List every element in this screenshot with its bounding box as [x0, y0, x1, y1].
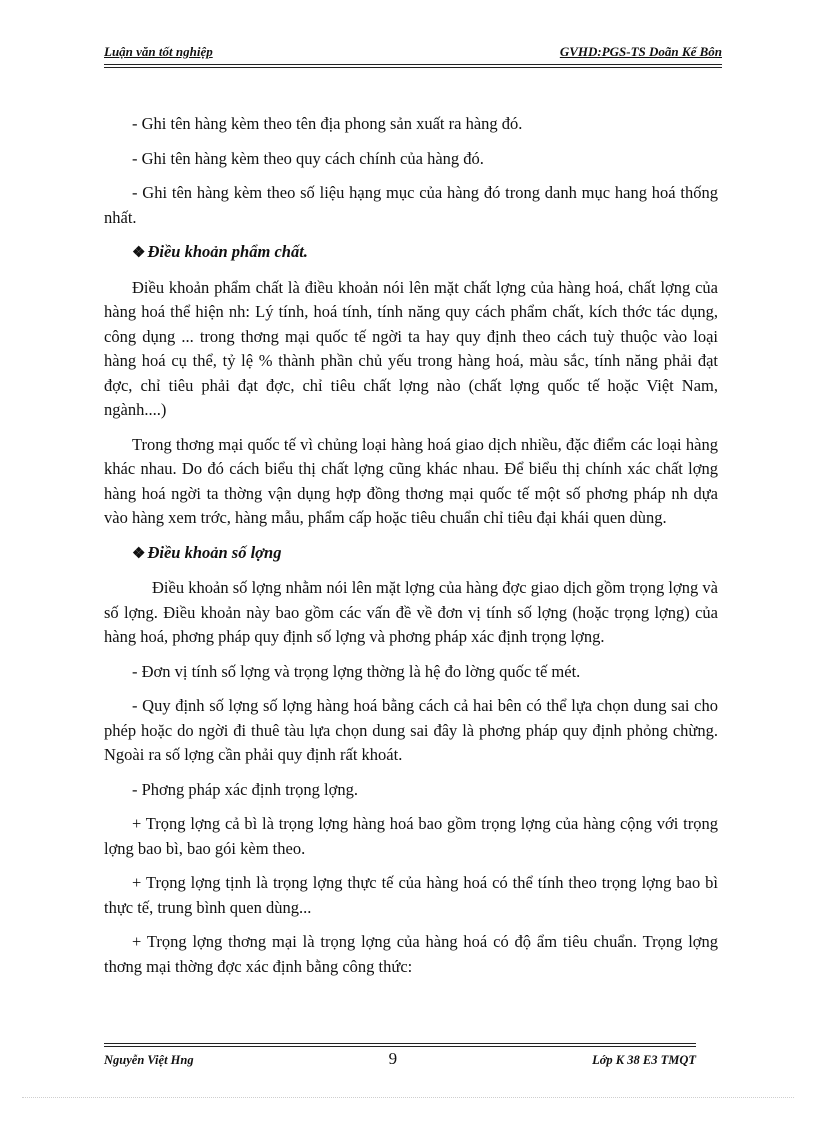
- bullet-item: - Đơn vị tính số lợng và trọng lợng thờng là hệ đo lờng quốc tế mét.: [132, 661, 581, 681]
- paragraph: Điều khoản số lợng nhằm nói lên mặt lợng của hàng đợc giao dịch gồm trọng lợng và số lợng. Điều khoản này bao gồm các vấn đề về đơn vị tính số lợng (hoặc trọng lợng) của hàng hoá, phơng pháp quy định số lợng và phơng pháp xác định trọng lợng.: [104, 578, 718, 646]
- section-heading-quality: [104, 240, 718, 266]
- page-header: [104, 44, 722, 65]
- bullet-item: - Ghi tên hàng kèm theo tên địa phong sản xuất ra hàng đó.: [132, 114, 523, 133]
- paragraph: + Trọng lợng thơng mại là trọng lợng của hàng hoá có độ ẩm tiêu chuẩn. Trọng lợng thơng mại thờng đợc xác định bằng công thức:: [104, 932, 718, 976]
- paragraph: Điều khoản phẩm chất là điều khoản nói lên mặt chất lợng của hàng hoá, chất lợng của hàng hoá thể hiện nh: Lý tính, hoá tính, tính năng quy cách phẩm chất, kích thớc tác dụng, công dụng ... trong thơng mại quốc tế ngời ta hay quy định theo cách tuỳ thuộc vào loại hàng hoá cụ thể, tỷ lệ % thành phần chủ yếu trong hàng hoá, màu sắc, tính năng phải đạt đợc, chỉ tiêu phải đạt đợc, chỉ tiêu chất lợng nào (chất lợng quốc tế hoặc Việt Nam, ngành....): [104, 277, 718, 419]
- bullet-item: - Phơng pháp xác định trọng lợng.: [132, 779, 358, 799]
- section-heading-text: Điều khoản phẩm chất.: [147, 242, 308, 261]
- paragraph: Trong thơng mại quốc tế vì chủng loại hàng hoá giao dịch nhiều, đặc điểm các loại hàng khác nhau. Do đó cách biểu thị chất lợng cũng khác nhau. Để biểu thị chính xác chất lợng hàng hoá ngời ta thờng vận dụng hợp đồng thơng mại quốc tế một số phơng pháp nh dựa vào hàng xem trớc, hàng mẫu, phẩm cấp hoặc tiêu chuẩn chỉ tiêu đại khái quen dùng.: [104, 434, 718, 527]
- page-body: [104, 112, 718, 989]
- footer-class: Lớp K 38 E3 TMQT: [592, 1053, 696, 1067]
- diamond-bullet-icon: ❖: [132, 245, 146, 261]
- bullet-item: - Ghi tên hàng kèm theo quy cách chính của hàng đó.: [132, 148, 484, 168]
- header-supervisor: GVHD:PGS-TS Doãn Kế Bôn: [559, 44, 722, 59]
- footer-author: Nguyễn Việt Hng: [104, 1053, 194, 1067]
- bullet-item: - Ghi tên hàng kèm theo số liệu hạng mục của hàng đó trong danh mục hang hoá thống nhất.: [104, 183, 718, 227]
- page-footer: [104, 1046, 696, 1069]
- bullet-item: - Quy định số lợng số lợng hàng hoá bằng cách cả hai bên có thể lựa chọn dung sai cho phép hoặc do ngời đi thuê tàu lựa chọn dung sai đây là phơng pháp quy định phỏng chừng. Ngoài ra số lợng cần phải quy định rất khoát.: [104, 696, 718, 764]
- paragraph: + Trọng lợng cả bì là trọng lợng hàng hoá bao gồm trọng lợng của hàng cộng với trọng lợng bao bì, bao gói kèm theo.: [104, 814, 718, 858]
- section-heading-quantity: [104, 541, 718, 567]
- page-edge: [22, 1097, 794, 1098]
- section-heading-text: Điều khoản số lợng: [147, 542, 282, 562]
- diamond-bullet-icon: ❖: [132, 545, 146, 562]
- page-number: 9: [388, 1049, 398, 1068]
- paragraph: + Trọng lợng tịnh là trọng lợng thực tế của hàng hoá có thể tính theo trọng lợng bao bì thực tế, trung bình quen dùng...: [104, 873, 718, 917]
- header-title: Luận văn tốt nghiệp: [104, 44, 213, 59]
